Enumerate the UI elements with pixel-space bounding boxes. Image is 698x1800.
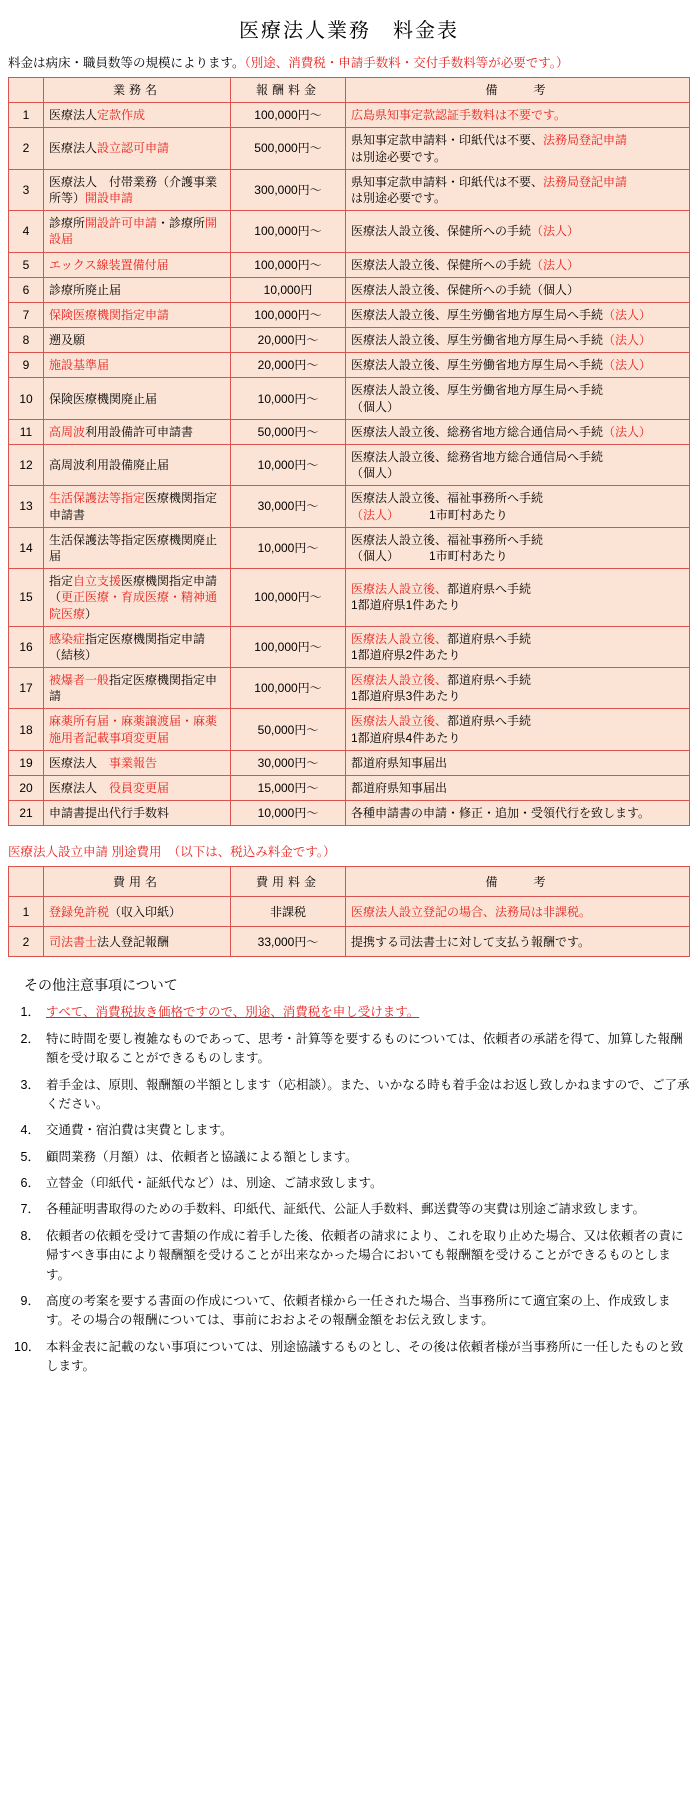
note-cell: [346, 626, 690, 667]
note-cell: [346, 419, 690, 444]
text-plain: （個人） 1市町村あたり: [351, 548, 508, 563]
text-highlight: 開設申請: [85, 190, 134, 205]
list-item: [14, 1227, 690, 1285]
text-plain: 医療法人設立後、福祉事務所へ手続: [351, 491, 544, 506]
text-highlight: 事業報告: [109, 755, 158, 770]
lead-text-red: （別途、消費税・申請手数料・交付手数料等が必要です。）: [244, 56, 569, 70]
text-highlight: （法人）: [603, 424, 652, 439]
text-plain: 診療所廃止届: [49, 282, 122, 297]
text-plain: （収入印紙）: [109, 905, 182, 920]
text-plain: 保険医療機関廃止届: [49, 391, 158, 406]
column-header-fee: 報酬料金: [231, 78, 346, 103]
fee-cell: 50,000円〜: [231, 709, 346, 750]
row-number: 18: [9, 709, 44, 750]
text-plain: 県知事定款申請料・印紙代は不要、: [351, 133, 544, 148]
notes-heading: その他注意事項について: [24, 977, 178, 994]
note-cell: [346, 128, 690, 169]
text-highlight: 登録免許税: [49, 905, 110, 920]
note-cell: [346, 750, 690, 775]
sub-heading: 医療法人設立申請 別途費用 （以下は、税込み料金です。）: [8, 845, 336, 860]
row-number: 20: [9, 776, 44, 801]
fee-cell: 100,000円〜: [231, 252, 346, 277]
note-cell: [346, 709, 690, 750]
note-cell: [346, 103, 690, 128]
note-cell: [346, 378, 690, 419]
cost-name-cell: [44, 927, 231, 957]
text-plain: 都道府県へ手続: [447, 582, 532, 597]
text-highlight: （法人）: [351, 507, 394, 522]
text-plain: （個人）: [351, 466, 400, 481]
text-plain: 都道府県へ手続: [447, 673, 532, 688]
list-item: [14, 1174, 690, 1193]
row-number: 14: [9, 527, 44, 568]
note-cell: [346, 211, 690, 252]
note-cell: [346, 445, 690, 486]
text-highlight: 開設届: [49, 216, 218, 247]
note-cell: [346, 252, 690, 277]
table-row: [9, 569, 690, 627]
note-number: 8．: [20, 1228, 40, 1243]
cost-fee-cell: 33,000円〜: [231, 927, 346, 957]
lead-text: [0, 53, 698, 77]
fee-cell: 15,000円〜: [231, 776, 346, 801]
table-row: [9, 128, 690, 169]
text-highlight: 生活保護法等指定: [49, 491, 146, 506]
row-number: 15: [9, 569, 44, 627]
service-name-cell: [44, 776, 231, 801]
list-item: [14, 1338, 690, 1377]
service-name-cell: [44, 277, 231, 302]
column-header-cost-fee: 費用料金: [231, 867, 346, 897]
text-plain: 医療法人設立後、厚生労働省地方厚生局へ手続: [351, 333, 604, 348]
fee-cell: 20,000円〜: [231, 328, 346, 353]
row-number: 1: [9, 897, 44, 927]
list-item: [14, 1003, 690, 1022]
table-row: [9, 668, 690, 709]
text-plain: 医療法人設立後、福祉事務所へ手続: [351, 532, 544, 547]
text-highlight: 司法書士: [49, 935, 98, 950]
text-highlight: 保険医療機関指定申請: [49, 307, 170, 322]
note-cell: [346, 776, 690, 801]
text-plain: 医療法人: [49, 755, 110, 770]
service-name-cell: [44, 527, 231, 568]
additional-cost-table: [8, 866, 690, 957]
fee-cell: 30,000円〜: [231, 486, 346, 527]
service-name-cell: [44, 569, 231, 627]
fee-cell: 20,000円〜: [231, 353, 346, 378]
table-row: [9, 445, 690, 486]
text-highlight: 設立認可申請: [97, 141, 170, 156]
text-highlight: 法務局登記申請: [543, 174, 628, 189]
text-plain: 医療法人設立後、保健所への手続（個人）: [351, 282, 580, 297]
text-highlight: エックス線装置備付届: [49, 257, 169, 272]
text-plain: 医療法人設立後、厚生労働省地方厚生局へ手続: [351, 383, 604, 398]
service-name-cell: [44, 668, 231, 709]
text-plain: 指定: [49, 574, 74, 589]
table-row: [9, 353, 690, 378]
text-plain: （個人）: [351, 399, 400, 414]
text-plain: 提携する司法書士に対して支払う報酬です。: [351, 935, 591, 950]
text-highlight: 医療法人設立後、: [351, 673, 448, 688]
service-name-cell: [44, 709, 231, 750]
text-plain: 法人登記報酬: [97, 935, 170, 950]
table-row: [9, 211, 690, 252]
fee-cell: 100,000円〜: [231, 569, 346, 627]
note-text: 特に時間を要し複雑なものであって、思考・計算等を要するものについては、依頼者の承諾を得て、加算した報酬額を受け取ることができるものします。: [46, 1031, 683, 1066]
text-plain: 都道府県知事届出: [351, 755, 448, 770]
table-row: [9, 277, 690, 302]
row-number: 1: [9, 103, 44, 128]
note-number: 4．: [20, 1123, 40, 1138]
note-number: 7．: [20, 1202, 40, 1217]
note-text: 各種証明書取得のための手数料、印紙代、証紙代、公証人手数料、郵送費等の実費は別途ご請求致します。: [46, 1202, 646, 1217]
text-highlight: 自立支援: [73, 574, 122, 589]
text-highlight: 医療法人: [351, 905, 400, 920]
fee-cell: 10,000円: [231, 277, 346, 302]
note-number: 2．: [20, 1031, 40, 1046]
text-plain: 高周波利用設備廃止届: [49, 458, 170, 473]
text-plain: 診療所: [49, 216, 86, 231]
fee-cell: 100,000円〜: [231, 626, 346, 667]
text-highlight: 定款作成: [97, 108, 146, 123]
note-text: 交通費・宿泊費は実費とします。: [46, 1123, 233, 1138]
main-fee-table: [8, 77, 690, 826]
table-row: [9, 378, 690, 419]
text-plain: 医療法人設立後、厚生労働省地方厚生局へ手続: [351, 307, 604, 322]
row-number: 17: [9, 668, 44, 709]
service-name-cell: [44, 445, 231, 486]
note-number: 9．: [20, 1293, 40, 1308]
cost-name-cell: [44, 897, 231, 927]
table-row: [9, 103, 690, 128]
text-highlight: 広島県知事定款認証手数料は不要です。: [351, 108, 567, 123]
table-row: [9, 927, 690, 957]
text-plain: 医療法人設立後、厚生労働省地方厚生局へ手続: [351, 358, 604, 373]
text-highlight: 高周波: [49, 424, 86, 439]
text-plain: 医療法人: [49, 141, 98, 156]
service-name-cell: [44, 103, 231, 128]
table-header-row: [9, 867, 690, 897]
list-item: [14, 1030, 690, 1069]
service-name-cell: [44, 302, 231, 327]
service-name-cell: [44, 419, 231, 444]
note-text: 高度の考案を要する書面の作成について、依頼者様から一任された場合、当事務所にて適宜案の上、作成致します。その場合の報酬については、事前におおよその報酬金額をお伝え致します。: [46, 1293, 671, 1328]
note-number: 10．: [14, 1339, 41, 1354]
column-header-cost-name: 費用名: [44, 867, 231, 897]
row-number: 2: [9, 128, 44, 169]
fee-cell: 300,000円〜: [231, 169, 346, 210]
list-item: [14, 1292, 690, 1331]
note-cell: [346, 353, 690, 378]
table-row: [9, 169, 690, 210]
table-row: [9, 750, 690, 775]
fee-cell: 100,000円〜: [231, 211, 346, 252]
table-row: [9, 302, 690, 327]
row-number: 8: [9, 328, 44, 353]
text-plain: 申請書提出代行手数料: [49, 806, 170, 821]
text-plain: 1都道府県3件あたり: [351, 689, 461, 704]
text-plain: 1都道府県4件あたり: [351, 730, 461, 745]
text-highlight: 感染症: [49, 631, 86, 646]
note-cell: [346, 569, 690, 627]
row-number: 21: [9, 801, 44, 826]
text-plain: ・診療所: [157, 216, 206, 231]
column-header-note: 備 考: [346, 78, 690, 103]
text-plain: 都道府県へ手続: [447, 714, 532, 729]
list-item: [14, 1121, 690, 1140]
text-highlight: 医療法人設立後、: [351, 582, 448, 597]
fee-cell: 30,000円〜: [231, 750, 346, 775]
text-plain: 1都道府県2件あたり: [351, 647, 461, 662]
note-cell: [346, 801, 690, 826]
note-cell: [346, 897, 690, 927]
text-highlight: 麻薬所有届・麻薬譲渡届・麻薬施用者記載事項変更届: [49, 714, 218, 745]
fee-cell: 100,000円〜: [231, 302, 346, 327]
table-row: [9, 626, 690, 667]
text-plain: 医療機関指定申請書: [49, 491, 218, 522]
text-plain: 医療法人設立後、保健所への手続: [351, 224, 532, 239]
text-plain: 都道府県へ手続: [447, 631, 532, 646]
text-plain: 医療機関指定申請（: [49, 574, 218, 605]
table-row: [9, 486, 690, 527]
page-title: 医療法人業務 料金表: [239, 20, 459, 42]
text-plain: 医療法人: [49, 108, 98, 123]
column-header-note: 備 考: [346, 867, 690, 897]
note-cell: [346, 302, 690, 327]
text-plain: 指定医療機関指定申請（結核）: [49, 631, 206, 662]
column-header-service: 業務名: [44, 78, 231, 103]
text-highlight: 更正医療・育成医療・精神通院医療: [49, 590, 218, 621]
service-name-cell: [44, 211, 231, 252]
note-cell: [346, 169, 690, 210]
text-plain: 指定医療機関指定申請: [49, 673, 218, 704]
text-plain: 医療法人: [49, 781, 110, 795]
note-text: 依頼者の依頼を受けて書類の作成に着手した後、依頼者の請求により、これを取り止めた場合、又は依頼者の責に帰すべき事由により報酬額を受けることが出来なかった場合においても報酬額を受けることができるものとします。: [46, 1228, 684, 1282]
cost-fee-cell: 非課税: [231, 897, 346, 927]
text-highlight: （法人）: [603, 307, 652, 322]
service-name-cell: [44, 252, 231, 277]
column-header-no: [9, 78, 44, 103]
row-number: 4: [9, 211, 44, 252]
service-name-cell: [44, 378, 231, 419]
service-name-cell: [44, 353, 231, 378]
fee-cell: 10,000円〜: [231, 801, 346, 826]
text-highlight: （法人）: [531, 257, 580, 272]
text-plain: は別途必要です。: [351, 149, 447, 164]
service-name-cell: [44, 626, 231, 667]
row-number: 3: [9, 169, 44, 210]
row-number: 13: [9, 486, 44, 527]
text-plain: 各種申請書の申請・修正・追加・受領代行を致します。: [351, 806, 651, 821]
service-name-cell: [44, 328, 231, 353]
text-plain: 医療法人設立後、保健所への手続: [351, 257, 532, 272]
note-text: すべて、消費税抜き価格ですので、別途、消費税を申し受けます。: [46, 1005, 420, 1020]
service-name-cell: [44, 169, 231, 210]
note-text: 立替金（印紙代・証紙代など）は、別途、ご請求致します。: [46, 1176, 383, 1190]
fee-cell: 10,000円〜: [231, 527, 346, 568]
table-row: [9, 328, 690, 353]
row-number: 2: [9, 927, 44, 957]
table-header-row: [9, 78, 690, 103]
text-highlight: 施設基準届: [49, 358, 110, 373]
note-cell: [346, 927, 690, 957]
row-number: 10: [9, 378, 44, 419]
note-number: 1．: [20, 1005, 40, 1020]
table-row: [9, 709, 690, 750]
note-cell: [346, 668, 690, 709]
note-number: 6．: [20, 1176, 40, 1190]
text-plain: 1都道府県1件あたり: [351, 598, 461, 613]
row-number: 12: [9, 445, 44, 486]
text-highlight: 設立登記の場合、法務局は非課税。: [399, 905, 592, 920]
row-number: 6: [9, 277, 44, 302]
fee-cell: 50,000円〜: [231, 419, 346, 444]
text-plain: 1市町村あたり: [393, 507, 508, 522]
row-number: 11: [9, 419, 44, 444]
note-cell: [346, 486, 690, 527]
service-name-cell: [44, 801, 231, 826]
table-row: [9, 776, 690, 801]
text-highlight: 医療法人設立後、: [351, 714, 448, 729]
text-plain: ）: [85, 606, 98, 621]
table-row: [9, 897, 690, 927]
note-number: 5．: [20, 1149, 40, 1164]
note-cell: [346, 277, 690, 302]
table-row: [9, 527, 690, 568]
column-header-no: [9, 867, 44, 897]
service-name-cell: [44, 128, 231, 169]
note-text: 着手金は、原則、報酬額の半額とします（応相談）。また、いかなる時も着手金はお返し致しかねますので、ご了承ください。: [46, 1077, 690, 1111]
fee-cell: 10,000円〜: [231, 445, 346, 486]
fee-cell: 100,000円〜: [231, 103, 346, 128]
notes-list: [8, 1003, 690, 1376]
text-highlight: 医療法人設立後、: [351, 631, 448, 646]
text-highlight: 開設許可申請: [85, 216, 158, 231]
text-plain: 医療法人 付帯業務（介護事業所等）: [49, 174, 218, 205]
table-row: [9, 801, 690, 826]
fee-cell: 500,000円〜: [231, 128, 346, 169]
text-plain: 利用設備許可申請書: [85, 424, 194, 439]
fee-cell: 100,000円〜: [231, 668, 346, 709]
text-highlight: 被爆者一般: [49, 673, 110, 688]
row-number: 16: [9, 626, 44, 667]
table-row: [9, 252, 690, 277]
text-plain: 県知事定款申請料・印紙代は不要、: [351, 174, 544, 189]
row-number: 19: [9, 750, 44, 775]
fee-cell: 10,000円〜: [231, 378, 346, 419]
text-plain: 医療法人設立後、総務省地方総合通信局へ手続: [351, 450, 604, 464]
text-highlight: 法務局登記申請: [543, 133, 628, 148]
text-plain: 都道府県知事届出: [351, 781, 448, 795]
lead-text-black: 料金は病床・職員数等の規模によります。: [8, 56, 245, 70]
row-number: 9: [9, 353, 44, 378]
note-number: 3．: [20, 1077, 40, 1092]
text-highlight: （法人）: [603, 358, 652, 373]
list-item: [14, 1148, 690, 1167]
text-highlight: （法人）: [531, 224, 580, 239]
note-cell: [346, 328, 690, 353]
note-text: 本料金表に記載のない事項については、別途協議するものとし、その後は依頼者様が当事務所に一任したものと致します。: [46, 1339, 684, 1373]
row-number: 5: [9, 252, 44, 277]
service-name-cell: [44, 750, 231, 775]
row-number: 7: [9, 302, 44, 327]
list-item: [14, 1076, 690, 1115]
text-highlight: （法人）: [603, 333, 652, 348]
text-plain: 遡及願: [49, 333, 86, 348]
text-plain: 医療法人設立後、総務省地方総合通信局へ手続: [351, 424, 604, 439]
text-plain: は別途必要です。: [351, 190, 447, 205]
list-item: [14, 1200, 690, 1219]
note-cell: [346, 527, 690, 568]
service-name-cell: [44, 486, 231, 527]
note-text: 顧問業務（月額）は、依頼者と協議による額とします。: [46, 1149, 358, 1164]
text-plain: 生活保護法等指定医療機関廃止届: [49, 532, 218, 563]
table-row: [9, 419, 690, 444]
text-highlight: 役員変更届: [109, 781, 170, 795]
